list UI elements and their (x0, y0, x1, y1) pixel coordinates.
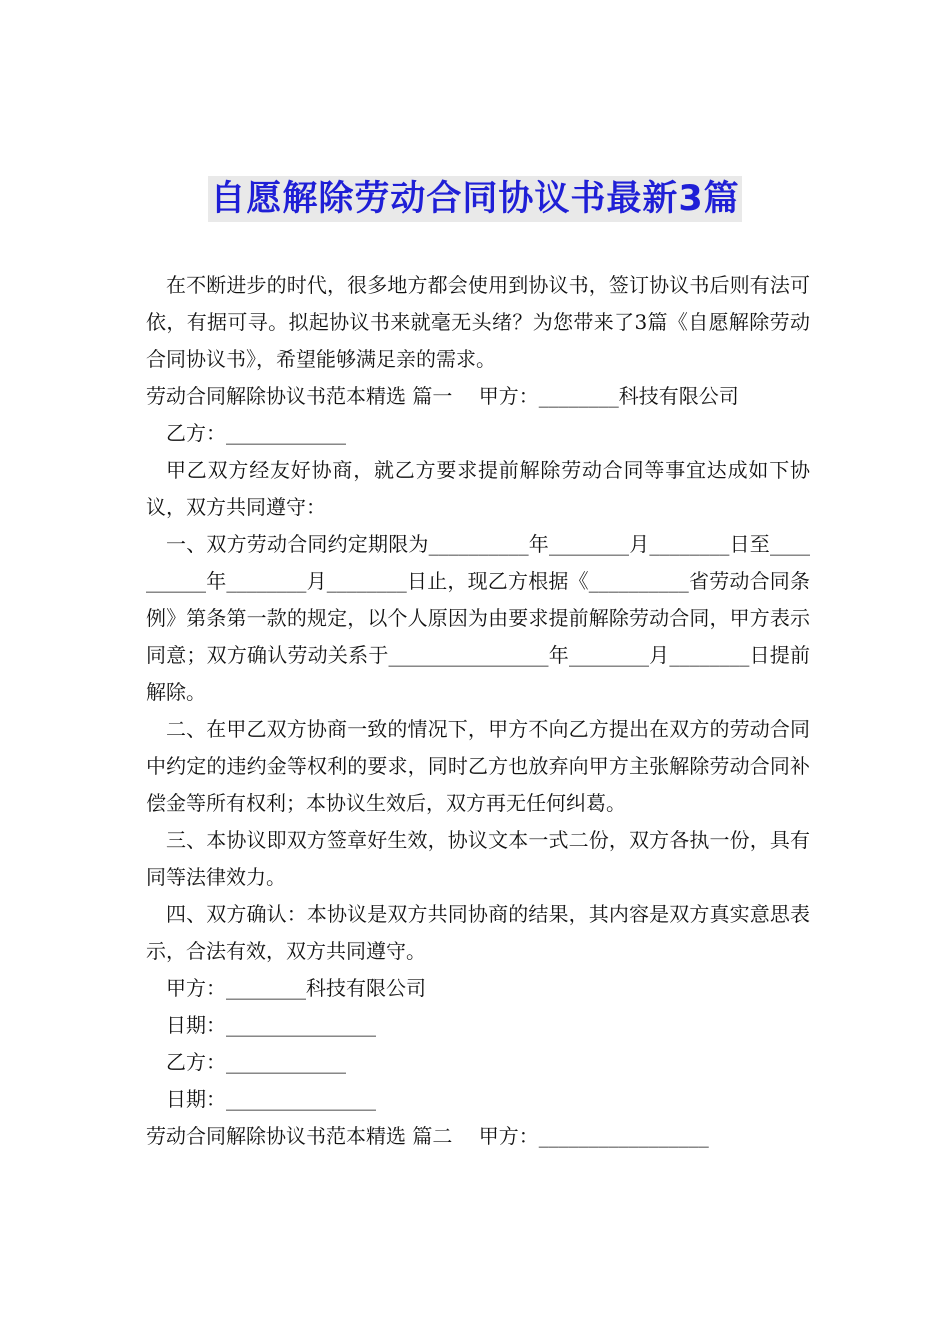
signature-party-b: 乙方：____________ (166, 1050, 346, 1074)
title-container (0, 176, 950, 222)
section-heading-1: 劳动合同解除协议书范本精选 篇一 甲方：________科技有限公司 (146, 384, 739, 408)
section-heading-2: 劳动合同解除协议书范本精选 篇二 甲方：_________________ (146, 1124, 709, 1148)
clause-2: 二、在甲乙双方协商一致的情况下，甲方不向乙方提出在双方的劳动合同中约定的违约金等权利的要求，同时乙方也放弃向甲方主张解除劳动合同补偿金等所有权利；本协议生效后，双方再无任何纠葛。 (146, 717, 810, 815)
signature-date-a: 日期：_______________ (166, 1013, 376, 1037)
clause-4: 四、双方确认：本协议是双方共同协商的结果，其内容是双方真实意思表示，合法有效，双方共同遵守。 (146, 902, 810, 963)
party-b-line: 乙方：____________ (166, 421, 346, 445)
agreement-preamble: 甲乙双方经友好协商，就乙方要求提前解除劳动合同等事宜达成如下协议，双方共同遵守： (146, 458, 810, 519)
intro-paragraph: 在不断进步的时代，很多地方都会使用到协议书，签订协议书后则有法可依，有据可寻。拟起协议书来就毫无头绪？为您带来了3篇《自愿解除劳动合同协议书》，希望能够满足亲的需求。 (146, 273, 810, 371)
signature-date-b: 日期：_______________ (166, 1087, 376, 1111)
clause-3: 三、本协议即双方签章好生效，协议文本一式二份，双方各执一份，具有同等法律效力。 (146, 828, 810, 889)
document-body (146, 267, 810, 1155)
clause-1: 一、双方劳动合同约定期限为__________年________月________日至__________年________月________日止，现乙方根据《__________省劳动合同条例》第条第一款的规定，以个人原因为由要求提前解除劳动合同，甲方表示同意；双方确认劳动关系于________________年________月________日提前解除。 (146, 532, 810, 704)
document-title: 自愿解除劳动合同协议书最新3篇 (208, 176, 741, 222)
signature-party-a: 甲方：________科技有限公司 (166, 976, 426, 1000)
